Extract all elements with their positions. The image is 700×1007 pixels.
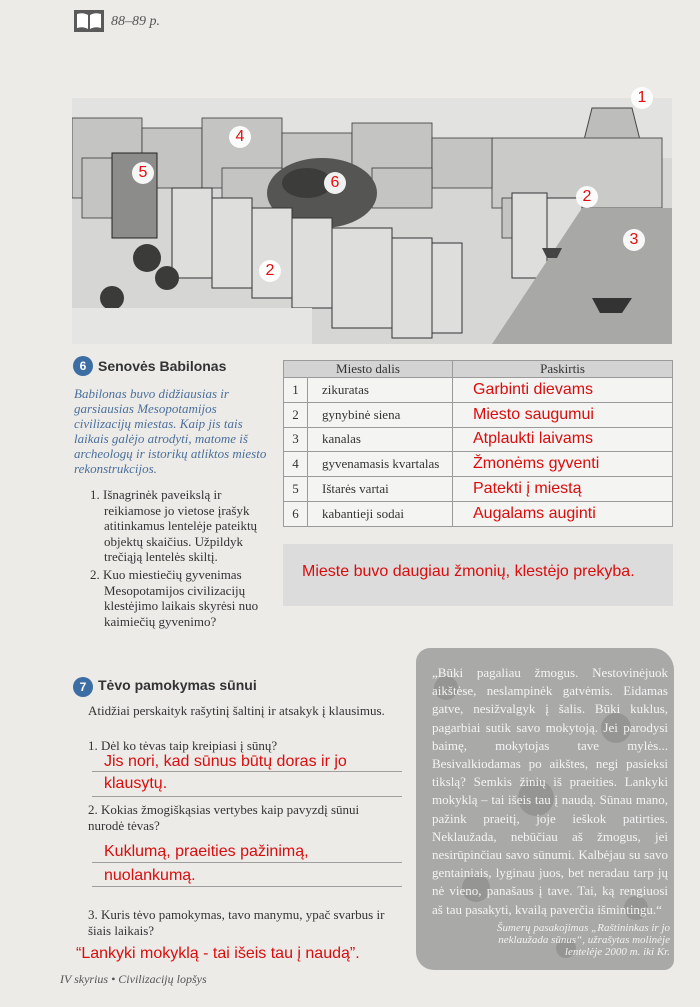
table-row: [284, 427, 673, 452]
table-row: [284, 477, 673, 502]
map-marker-4: 4: [229, 126, 251, 148]
city-part: gynybinė siena: [308, 402, 453, 427]
babylon-city-illustration: [72, 98, 672, 344]
col-header-purpose: Paskirtis: [453, 361, 673, 378]
city-part: zikuratas: [308, 378, 453, 403]
section-7-instruction: Atidžiai perskaityk rašytinį šaltinį ir atsakyk į klausimus.: [88, 703, 385, 718]
source-caption: Šumerų pasakojimas „Raštininkas ir jo neklaužada sūnus“, užrašytas molinėje lentelėje 2000 m. iki Kr.: [497, 922, 670, 958]
table-row: [284, 501, 673, 526]
section-7-number: 7: [73, 677, 93, 697]
chapter-footer: IV skyrius • Civilizacijų lopšys: [60, 972, 207, 986]
question-7-3: 3. Kuris tėvo pamokymas, tavo manymu, ypač svarbus ir šiais laikais?: [88, 907, 385, 938]
purpose-answer[interactable]: Miesto saugumui: [453, 402, 673, 427]
row-number: 1: [284, 378, 308, 403]
city-part: gyvenamasis kvartalas: [308, 452, 453, 477]
section-6-number: 6: [73, 356, 93, 376]
col-header-part: Miesto dalis: [284, 361, 453, 378]
map-marker-3: 3: [623, 229, 645, 251]
answer-7-2[interactable]: Kuklumą, praeities pažinimą, nuolankumą.: [104, 843, 309, 884]
map-marker-5: 5: [132, 162, 154, 184]
map-marker-2-wall: 2: [259, 260, 281, 282]
city-part: Ištarės vartai: [308, 477, 453, 502]
purpose-answer[interactable]: Augalams auginti: [453, 501, 673, 526]
purpose-answer[interactable]: Patekti į miestą: [453, 477, 673, 502]
purpose-answer[interactable]: Garbinti dievams: [453, 378, 673, 403]
answer-7-3[interactable]: “Lankyki mokyklą - tai išeis tau į naudą”.: [76, 945, 360, 962]
question-6-2: 2. Kuo miestiečių gyvenimas Mesopotamijos civilizacijų klestėjimo laikais skyrėsi nuo kaimiečių gyvenimo?: [90, 566, 259, 629]
section-6-questions: [88, 487, 272, 631]
page-reference: 88–89 p.: [111, 14, 160, 29]
question-7-1: 1. Dėl ko tėvas taip kreipiasi į sūnų?: [88, 738, 278, 753]
answer-6-2: Mieste buvo daugiau žmonių, klestėjo prekyba.: [302, 563, 635, 580]
source-text: „Būki pagaliau žmogus. Nestovinėjuok aikštėse, neslampinėk gatvėmis. Eidamas gatve, nesižvalgyk į šalis. Būki kuklus, pagarbiai sutik savo mokytoją. Jei parodysi baimę, mokytojas tave mylės... Besivalkiodamas po aikštes, negi pasieksi tikslą? Semkis žinių iš praeities. Lankyki mokyklą – tai išeis tau į naudą. Sūnau mano, pažink praeitį, joje ieškok patirties. Neklaužada, nebūčiau aš žmogus, jei nesirūpinčiau savo sūnumi. Kalbėjau su savo gentainiais, lyginau juos, bet neradau tarp jų nė vieno, panašaus į tave. Tai, ką rengiuosi aš tau pasakyti, kvailą paverčia išmintingu.“: [432, 665, 668, 917]
question-6-1: 1. Išnagrinėk paveikslą ir reikiamose jo vietose įrašyk atitinkamus lentelėje pateiktų objektų skaičius. Užpildyk trečiąją lentelės skiltį.: [90, 487, 258, 565]
answer-line: [92, 796, 402, 797]
row-number: 6: [284, 501, 308, 526]
city-part: kanalas: [308, 427, 453, 452]
purpose-answer[interactable]: Atplaukti laivams: [453, 427, 673, 452]
answer-7-1[interactable]: Jis nori, kad sūnus būtų doras ir jo klausytų.: [104, 753, 347, 792]
section-6-title: Senovės Babilonas: [98, 358, 227, 374]
city-parts-table: [283, 360, 673, 527]
row-number: 5: [284, 477, 308, 502]
section-7-title: Tėvo pamokymas sūnui: [98, 677, 257, 693]
open-book-icon: [74, 10, 104, 32]
map-marker-1: 1: [631, 87, 653, 109]
table-row: [284, 402, 673, 427]
row-number: 4: [284, 452, 308, 477]
row-number: 3: [284, 427, 308, 452]
city-part: kabantieji sodai: [308, 501, 453, 526]
section-6-intro: Babilonas buvo didžiausias ir garsiausias Mesopotamijos civilizacijų miestas. Kaip jis tais laikais galėjo atrodyti, matome iš archeologų ir istorikų atliktos miesto rekonstrukcijos.: [74, 386, 267, 476]
question-7-2: 2. Kokias žmogiškąsias vertybes kaip pavyzdį sūnui nurodė tėvas?: [88, 802, 360, 833]
purpose-answer[interactable]: Žmonėms gyventi: [453, 452, 673, 477]
table-row: [284, 452, 673, 477]
map-marker-2: 2: [576, 186, 598, 208]
map-marker-6: 6: [324, 172, 346, 194]
table-row: [284, 378, 673, 403]
row-number: 2: [284, 402, 308, 427]
